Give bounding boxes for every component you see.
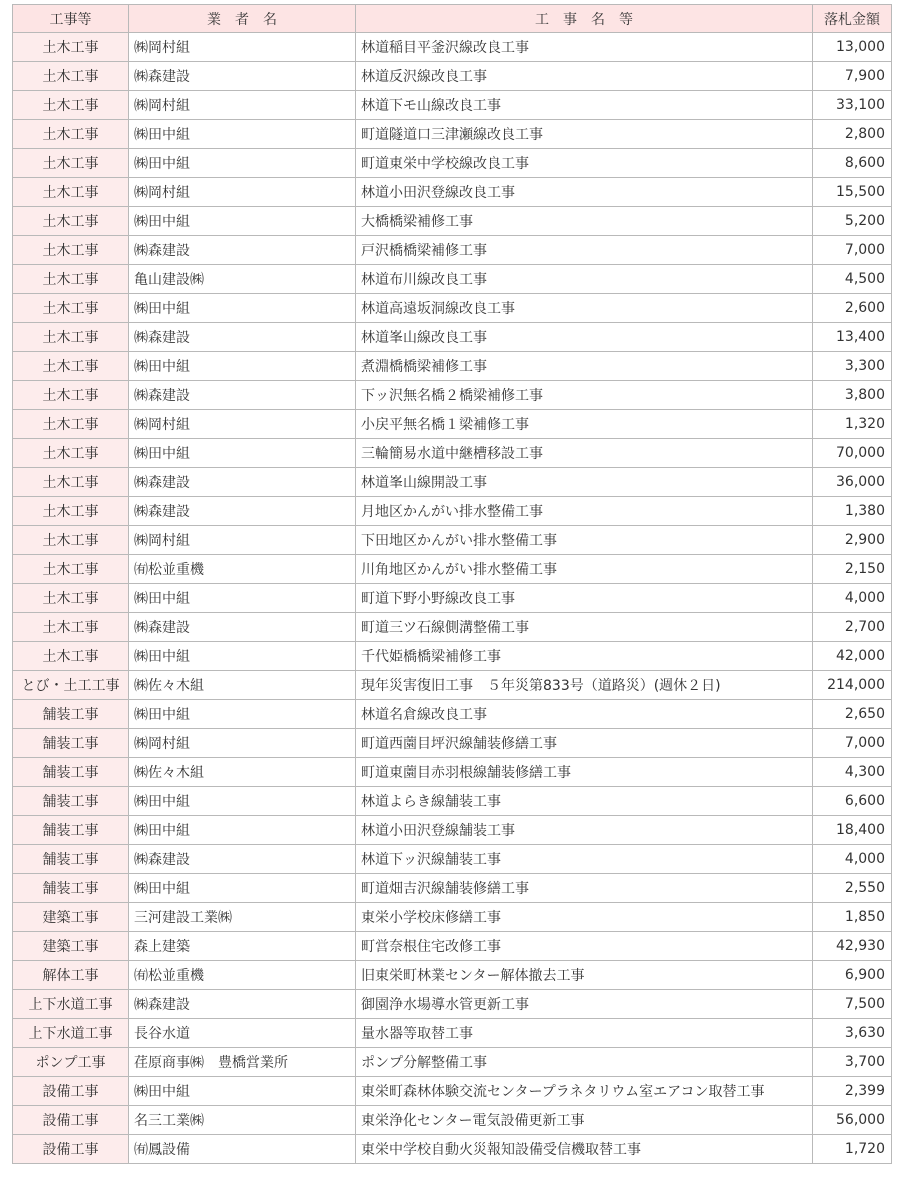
table-row [13,207,892,236]
table-row [13,758,892,787]
cell-contractor: 長谷水道 [129,1019,356,1048]
cell-work-type: 舗装工事 [13,729,129,758]
cell-contractor: ㈱佐々木組 [129,671,356,700]
cell-winning-bid: 2,600 [813,294,892,323]
table-row [13,381,892,410]
header-contractor: 業 者 名 [129,5,356,33]
cell-project-name: 林道稲目平釜沢線改良工事 [356,33,813,62]
table-row [13,62,892,91]
table-row [13,149,892,178]
cell-winning-bid: 3,630 [813,1019,892,1048]
table-row [13,642,892,671]
cell-project-name: 町営奈根住宅改修工事 [356,932,813,961]
table-row [13,294,892,323]
table-row [13,1019,892,1048]
cell-work-type: 設備工事 [13,1077,129,1106]
cell-work-type: 土木工事 [13,33,129,62]
table-row [13,468,892,497]
cell-work-type: 土木工事 [13,149,129,178]
cell-winning-bid: 2,650 [813,700,892,729]
cell-work-type: 土木工事 [13,642,129,671]
cell-work-type: 土木工事 [13,265,129,294]
cell-contractor: ㈱森建設 [129,613,356,642]
cell-work-type: 土木工事 [13,91,129,120]
cell-winning-bid: 56,000 [813,1106,892,1135]
table-row [13,903,892,932]
table-row [13,265,892,294]
cell-contractor: ㈱田中組 [129,439,356,468]
header-row [13,5,892,33]
table-row [13,178,892,207]
cell-winning-bid: 2,800 [813,120,892,149]
cell-project-name: 林道布川線改良工事 [356,265,813,294]
cell-winning-bid: 1,320 [813,410,892,439]
table-row [13,526,892,555]
cell-winning-bid: 3,300 [813,352,892,381]
cell-winning-bid: 36,000 [813,468,892,497]
cell-contractor: ㈱田中組 [129,700,356,729]
cell-contractor: ㈱田中組 [129,642,356,671]
cell-work-type: 上下水道工事 [13,990,129,1019]
cell-winning-bid: 7,500 [813,990,892,1019]
table-row [13,671,892,700]
cell-contractor: ㈱岡村組 [129,729,356,758]
cell-contractor: ㈱田中組 [129,207,356,236]
cell-project-name: 林道小田沢登線改良工事 [356,178,813,207]
cell-winning-bid: 1,850 [813,903,892,932]
cell-work-type: 土木工事 [13,120,129,149]
cell-work-type: 上下水道工事 [13,1019,129,1048]
cell-contractor: ㈱岡村組 [129,526,356,555]
cell-winning-bid: 214,000 [813,671,892,700]
cell-project-name: 町道東薗目赤羽根線舗装修繕工事 [356,758,813,787]
cell-work-type: 解体工事 [13,961,129,990]
cell-winning-bid: 42,930 [813,932,892,961]
table-row [13,410,892,439]
cell-winning-bid: 42,000 [813,642,892,671]
bid-results-table [12,4,892,1164]
cell-project-name: 月地区かんがい排水整備工事 [356,497,813,526]
cell-contractor: ㈱田中組 [129,584,356,613]
cell-contractor: ㈱岡村組 [129,178,356,207]
cell-contractor: ㈱田中組 [129,120,356,149]
cell-contractor: ㈱田中組 [129,874,356,903]
cell-winning-bid: 2,550 [813,874,892,903]
cell-project-name: 旧東栄町林業センター解体撤去工事 [356,961,813,990]
cell-winning-bid: 33,100 [813,91,892,120]
cell-work-type: 土木工事 [13,207,129,236]
cell-work-type: 土木工事 [13,62,129,91]
cell-project-name: 町道東栄中学校線改良工事 [356,149,813,178]
cell-winning-bid: 1,720 [813,1135,892,1164]
cell-contractor: ㈱岡村組 [129,33,356,62]
cell-project-name: 林道峯山線改良工事 [356,323,813,352]
cell-winning-bid: 13,400 [813,323,892,352]
cell-contractor: ㈱田中組 [129,816,356,845]
cell-work-type: とび・土工工事 [13,671,129,700]
table-row [13,961,892,990]
cell-contractor: ㈱森建設 [129,990,356,1019]
cell-work-type: 土木工事 [13,352,129,381]
header-work-type: 工事等 [13,5,129,33]
cell-work-type: 土木工事 [13,613,129,642]
table-row [13,787,892,816]
cell-winning-bid: 1,380 [813,497,892,526]
cell-work-type: 土木工事 [13,178,129,207]
cell-project-name: 町道西薗目坪沢線舗装修繕工事 [356,729,813,758]
cell-project-name: 川角地区かんがい排水整備工事 [356,555,813,584]
cell-project-name: 町道隧道口三津瀬線改良工事 [356,120,813,149]
cell-project-name: 大橋橋梁補修工事 [356,207,813,236]
table-row [13,613,892,642]
table-row [13,1048,892,1077]
cell-work-type: 舗装工事 [13,787,129,816]
cell-winning-bid: 6,900 [813,961,892,990]
table-row [13,584,892,613]
header-winning-bid: 落札金額 [813,5,892,33]
cell-project-name: 千代姫橋橋梁補修工事 [356,642,813,671]
cell-contractor: ㈲松並重機 [129,555,356,584]
cell-work-type: 土木工事 [13,555,129,584]
cell-project-name: 林道小田沢登線舗装工事 [356,816,813,845]
cell-project-name: 量水器等取替工事 [356,1019,813,1048]
cell-contractor: 三河建設工業㈱ [129,903,356,932]
cell-contractor: ㈱田中組 [129,149,356,178]
cell-winning-bid: 3,700 [813,1048,892,1077]
cell-project-name: 東栄小学校床修繕工事 [356,903,813,932]
table-row [13,33,892,62]
cell-contractor: 名三工業㈱ [129,1106,356,1135]
table-row [13,555,892,584]
cell-project-name: 林道下ッ沢線舗装工事 [356,845,813,874]
cell-winning-bid: 4,000 [813,845,892,874]
cell-project-name: 下田地区かんがい排水整備工事 [356,526,813,555]
cell-work-type: 土木工事 [13,497,129,526]
cell-winning-bid: 7,000 [813,729,892,758]
cell-project-name: 町道三ツ石線側溝整備工事 [356,613,813,642]
cell-winning-bid: 3,800 [813,381,892,410]
cell-project-name: 林道反沢線改良工事 [356,62,813,91]
table-row [13,729,892,758]
cell-work-type: 建築工事 [13,903,129,932]
cell-contractor: ㈲鳳設備 [129,1135,356,1164]
cell-contractor: 荏原商事㈱ 豊橋営業所 [129,1048,356,1077]
cell-work-type: 舗装工事 [13,700,129,729]
table-row [13,497,892,526]
cell-work-type: 土木工事 [13,439,129,468]
cell-project-name: 戸沢橋橋梁補修工事 [356,236,813,265]
table-row [13,1106,892,1135]
cell-work-type: 土木工事 [13,294,129,323]
table-row [13,845,892,874]
table-row [13,236,892,265]
cell-project-name: 林道峯山線開設工事 [356,468,813,497]
cell-project-name: 煮淵橋橋梁補修工事 [356,352,813,381]
cell-contractor: 亀山建設㈱ [129,265,356,294]
cell-winning-bid: 70,000 [813,439,892,468]
cell-work-type: 舗装工事 [13,845,129,874]
cell-winning-bid: 2,150 [813,555,892,584]
cell-work-type: 舗装工事 [13,874,129,903]
cell-contractor: ㈲松並重機 [129,961,356,990]
cell-winning-bid: 2,399 [813,1077,892,1106]
cell-work-type: 土木工事 [13,323,129,352]
cell-winning-bid: 4,500 [813,265,892,294]
cell-work-type: 土木工事 [13,584,129,613]
table-row [13,323,892,352]
cell-project-name: 町道下野小野線改良工事 [356,584,813,613]
cell-project-name: 林道高遠坂洞線改良工事 [356,294,813,323]
cell-contractor: ㈱森建設 [129,381,356,410]
cell-contractor: ㈱田中組 [129,352,356,381]
cell-project-name: 三輪簡易水道中継槽移設工事 [356,439,813,468]
cell-contractor: ㈱田中組 [129,294,356,323]
cell-winning-bid: 13,000 [813,33,892,62]
table-row [13,816,892,845]
cell-work-type: 舗装工事 [13,758,129,787]
cell-project-name: 下ッ沢無名橋２橋梁補修工事 [356,381,813,410]
table-body [13,33,892,1164]
cell-project-name: 林道よらき線舗装工事 [356,787,813,816]
table-row [13,120,892,149]
table-row [13,352,892,381]
cell-winning-bid: 2,900 [813,526,892,555]
cell-project-name: 東栄町森林体験交流センタープラネタリウム室エアコン取替工事 [356,1077,813,1106]
cell-work-type: 土木工事 [13,381,129,410]
cell-project-name: 小戻平無名橋１梁補修工事 [356,410,813,439]
cell-contractor: ㈱森建設 [129,468,356,497]
cell-contractor: ㈱森建設 [129,323,356,352]
cell-winning-bid: 8,600 [813,149,892,178]
cell-project-name: 東栄中学校自動火災報知設備受信機取替工事 [356,1135,813,1164]
cell-project-name: 林道名倉線改良工事 [356,700,813,729]
cell-winning-bid: 15,500 [813,178,892,207]
cell-work-type: 設備工事 [13,1135,129,1164]
table-row [13,1135,892,1164]
cell-contractor: 森上建築 [129,932,356,961]
cell-winning-bid: 4,300 [813,758,892,787]
cell-work-type: 土木工事 [13,468,129,497]
cell-work-type: ポンプ工事 [13,1048,129,1077]
cell-project-name: ポンプ分解整備工事 [356,1048,813,1077]
cell-work-type: 設備工事 [13,1106,129,1135]
cell-contractor: ㈱佐々木組 [129,758,356,787]
cell-winning-bid: 7,900 [813,62,892,91]
cell-contractor: ㈱森建設 [129,236,356,265]
cell-work-type: 土木工事 [13,236,129,265]
table-row [13,932,892,961]
table-row [13,990,892,1019]
cell-winning-bid: 5,200 [813,207,892,236]
table-row [13,1077,892,1106]
cell-project-name: 東栄浄化センター電気設備更新工事 [356,1106,813,1135]
cell-project-name: 御園浄水場導水管更新工事 [356,990,813,1019]
cell-project-name: 町道畑吉沢線舗装修繕工事 [356,874,813,903]
cell-project-name: 現年災害復旧工事 ５年災第833号（道路災）(週休２日) [356,671,813,700]
cell-contractor: ㈱森建設 [129,845,356,874]
cell-work-type: 舗装工事 [13,816,129,845]
cell-work-type: 土木工事 [13,526,129,555]
cell-winning-bid: 18,400 [813,816,892,845]
cell-contractor: ㈱田中組 [129,1077,356,1106]
table-row [13,91,892,120]
table-row [13,874,892,903]
cell-winning-bid: 7,000 [813,236,892,265]
table-row [13,439,892,468]
header-project-name: 工 事 名 等 [356,5,813,33]
cell-project-name: 林道下モ山線改良工事 [356,91,813,120]
cell-contractor: ㈱岡村組 [129,410,356,439]
cell-contractor: ㈱田中組 [129,787,356,816]
cell-winning-bid: 6,600 [813,787,892,816]
cell-work-type: 建築工事 [13,932,129,961]
cell-contractor: ㈱森建設 [129,62,356,91]
cell-winning-bid: 4,000 [813,584,892,613]
table-row [13,700,892,729]
cell-contractor: ㈱森建設 [129,497,356,526]
cell-winning-bid: 2,700 [813,613,892,642]
cell-work-type: 土木工事 [13,410,129,439]
cell-contractor: ㈱岡村組 [129,91,356,120]
